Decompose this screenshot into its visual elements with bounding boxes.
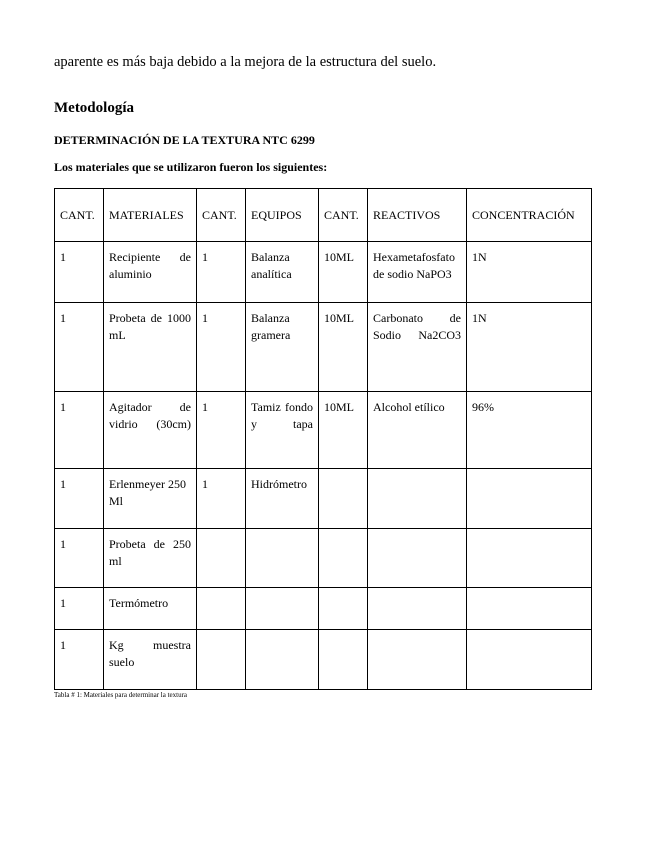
table-cell <box>197 588 246 630</box>
header-cant: CANT. <box>319 189 368 242</box>
materials-table <box>54 188 592 690</box>
table-cell <box>368 588 467 630</box>
table-cell: 10ML <box>319 242 368 303</box>
table-cell: Agitador de vidrio (30cm) <box>104 392 197 469</box>
table-cell: 1 <box>197 392 246 469</box>
table-cell: Balanza analítica <box>246 242 319 303</box>
header-cant: CANT. <box>55 189 104 242</box>
table-cell: Tamiz fondo y tapa <box>246 392 319 469</box>
section-heading: Metodología <box>54 100 134 116</box>
table-cell <box>246 529 319 588</box>
table-cell <box>246 588 319 630</box>
table-row <box>55 303 592 392</box>
table-cell <box>197 630 246 690</box>
table-cell <box>467 588 592 630</box>
table-cell <box>319 630 368 690</box>
table-row <box>55 588 592 630</box>
table-cell <box>319 469 368 529</box>
table-row <box>55 529 592 588</box>
table-cell <box>467 529 592 588</box>
table-cell: 1 <box>197 242 246 303</box>
table-cell: 1 <box>55 588 104 630</box>
subsection-heading: DETERMINACIÓN DE LA TEXTURA NTC 6299 <box>54 133 315 147</box>
table-cell: 1N <box>467 303 592 392</box>
intro-paragraph: aparente es más baja debido a la mejora de la estructura del suelo. <box>54 54 437 70</box>
header-concentracion: CONCENTRACIÓN <box>467 189 592 242</box>
header-cant: CANT. <box>197 189 246 242</box>
table-header-row <box>55 189 592 242</box>
table-cell <box>319 588 368 630</box>
header-reactivos: REACTIVOS <box>368 189 467 242</box>
table-row <box>55 242 592 303</box>
table-row <box>55 630 592 690</box>
table-cell <box>319 529 368 588</box>
table-cell: Kg muestra suelo <box>104 630 197 690</box>
header-materiales: MATERIALES <box>104 189 197 242</box>
table-cell: 1 <box>55 469 104 529</box>
table-cell: Hexametafosfato de sodio NaPO3 <box>368 242 467 303</box>
table-cell: Recipiente de aluminio <box>104 242 197 303</box>
table-cell: Hidrómetro <box>246 469 319 529</box>
table-cell <box>246 630 319 690</box>
table-cell <box>368 469 467 529</box>
table-cell: Carbonato de Sodio Na2CO3 <box>368 303 467 392</box>
table-caption: Tabla # 1: Materiales para determinar la textura <box>54 691 188 699</box>
table-cell: 1 <box>55 529 104 588</box>
materials-intro: Los materiales que se utilizaron fueron los siguientes: <box>54 160 328 174</box>
table-cell: Probeta de 250 ml <box>104 529 197 588</box>
table-cell: Erlenmeyer 250 Ml <box>104 469 197 529</box>
table-cell <box>368 630 467 690</box>
table-cell: 1 <box>55 392 104 469</box>
table-cell: 1 <box>55 242 104 303</box>
table-cell <box>197 529 246 588</box>
table-cell <box>467 630 592 690</box>
table-row <box>55 469 592 529</box>
table-cell: 1N <box>467 242 592 303</box>
table-cell: Balanza gramera <box>246 303 319 392</box>
table-cell <box>368 529 467 588</box>
table-cell: Probeta de 1000 mL <box>104 303 197 392</box>
table-cell <box>467 469 592 529</box>
table-cell: 1 <box>55 303 104 392</box>
table-cell: 1 <box>197 469 246 529</box>
table-cell: 10ML <box>319 303 368 392</box>
table-cell: 96% <box>467 392 592 469</box>
header-equipos: EQUIPOS <box>246 189 319 242</box>
table-cell: Termómetro <box>104 588 197 630</box>
table-cell: 1 <box>55 630 104 690</box>
table-cell: 1 <box>197 303 246 392</box>
table-cell: 10ML <box>319 392 368 469</box>
table-cell: Alcohol etílico <box>368 392 467 469</box>
table-row <box>55 392 592 469</box>
